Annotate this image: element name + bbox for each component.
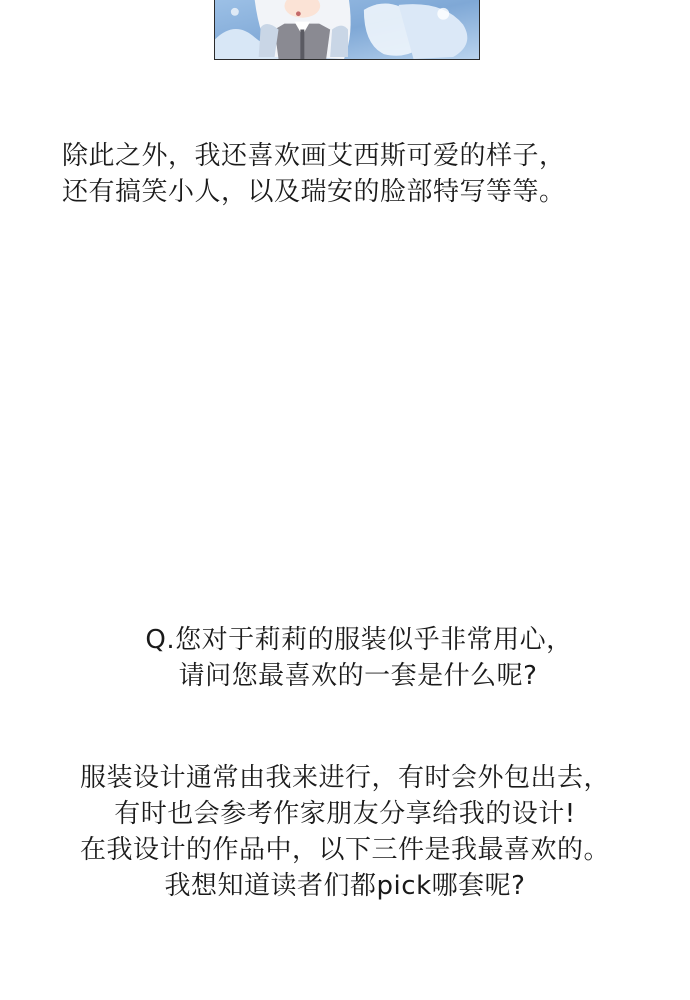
interview-question <box>0 622 690 694</box>
paragraph-line: 还有搞笑小人，以及瑞安的脸部特写等等。 <box>62 177 566 207</box>
interview-answer <box>0 760 690 904</box>
question-line: 请问您最喜欢的一套是什么呢? <box>178 661 538 691</box>
paragraph-favorite-drawings <box>0 138 690 210</box>
answer-line: 有时也会参考作家朋友分享给我的设计! <box>114 799 576 829</box>
answer-line: 在我设计的作品中，以下三件是我最喜欢的。 <box>79 835 610 865</box>
answer-line: 我想知道读者们都pick哪套呢? <box>164 871 526 901</box>
comic-artwork-panel <box>214 0 480 60</box>
paragraph-line: 除此之外，我还喜欢画艾西斯可爱的样子， <box>62 141 566 171</box>
answer-line: 服装设计通常由我来进行，有时会外包出去， <box>79 763 610 793</box>
comic-artwork-illustration <box>215 0 479 59</box>
question-line: Q.您对于莉莉的服装似乎非常用心， <box>145 625 573 655</box>
